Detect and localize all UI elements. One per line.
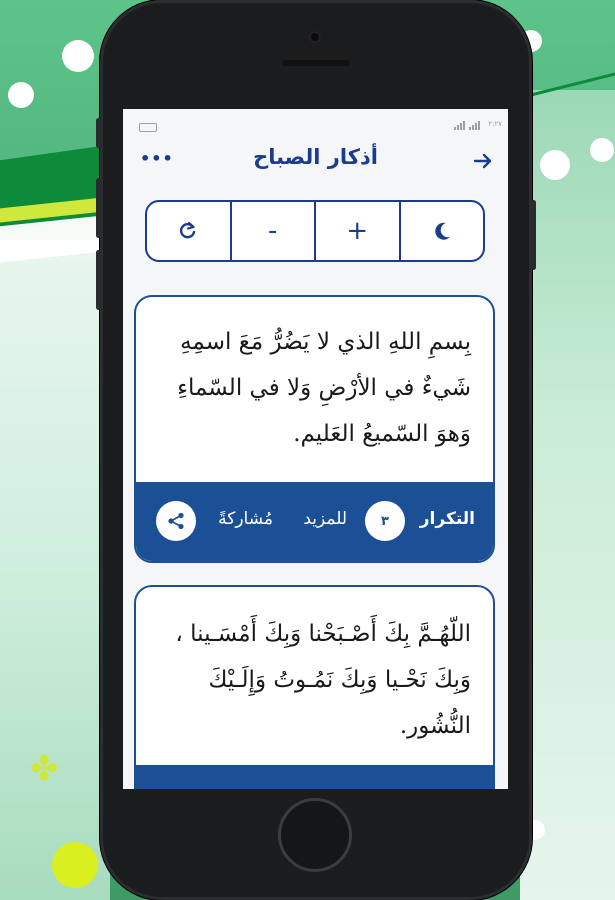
phone-frame bbox=[100, 0, 532, 900]
background-panel-left bbox=[0, 240, 110, 900]
zikr-card-footer bbox=[136, 765, 493, 789]
zikr-card-footer bbox=[136, 482, 493, 562]
arrow-right-icon[interactable] bbox=[472, 150, 494, 172]
refresh-icon bbox=[178, 221, 198, 241]
app-header bbox=[123, 133, 508, 187]
bubble-decoration bbox=[52, 842, 98, 888]
signal-icon bbox=[454, 121, 480, 130]
minus-icon: - bbox=[268, 216, 278, 246]
zikr-card bbox=[134, 585, 495, 789]
status-bar bbox=[123, 109, 508, 133]
share-label[interactable]: مُشاركةً bbox=[218, 509, 273, 529]
more-dots-icon[interactable]: ••• bbox=[140, 149, 174, 168]
share-glyph-icon bbox=[166, 511, 186, 531]
repeat-label: التكرار bbox=[419, 509, 475, 529]
phone-speaker bbox=[282, 60, 350, 66]
more-link[interactable]: للمزيد bbox=[303, 509, 347, 529]
phone-mute-switch bbox=[96, 118, 101, 148]
reset-button[interactable] bbox=[147, 202, 230, 260]
clover-decoration: ✤ bbox=[30, 749, 59, 789]
zikr-text: اللّهُـمَّ بِكَ أَصْـبَحْنا وَبِكَ أَمْسَـينا ، وَبِكَ نَحْـيا وَبِكَ نَمُـوتُ وَإِلَـيْكَ النُّشُور. bbox=[175, 621, 471, 739]
page-title: أذكار الصباح bbox=[253, 145, 378, 169]
increase-font-button[interactable] bbox=[314, 202, 399, 260]
decrease-font-button[interactable] bbox=[230, 202, 315, 260]
plus-icon: + bbox=[346, 216, 369, 246]
bubble-decoration bbox=[8, 82, 34, 108]
status-time: ٢:٢٧ bbox=[488, 120, 502, 128]
phone-camera bbox=[311, 33, 319, 41]
battery-icon bbox=[139, 123, 157, 132]
phone-power-button bbox=[531, 200, 536, 270]
zikr-text: بِسمِ اللهِ الذي لا يَضُرُّ مَعَ اسمِهِ شَيءٌ في الأرْضِ وَلا في السّماءِ وَهوَ السّميعُ العَليم. bbox=[177, 329, 471, 447]
phone-volume-up bbox=[96, 178, 101, 238]
night-mode-button[interactable] bbox=[399, 202, 484, 260]
reading-controls bbox=[145, 200, 485, 262]
repeat-count-button[interactable]: ٣ bbox=[365, 501, 405, 541]
bubble-decoration bbox=[590, 138, 614, 162]
bubble-decoration bbox=[62, 40, 94, 72]
home-button[interactable] bbox=[278, 798, 352, 872]
share-icon[interactable] bbox=[156, 501, 196, 541]
bubble-decoration bbox=[540, 150, 570, 180]
phone-volume-down bbox=[96, 250, 101, 310]
moon-icon bbox=[431, 220, 453, 242]
app-screen bbox=[123, 109, 508, 789]
zikr-card bbox=[134, 295, 495, 563]
